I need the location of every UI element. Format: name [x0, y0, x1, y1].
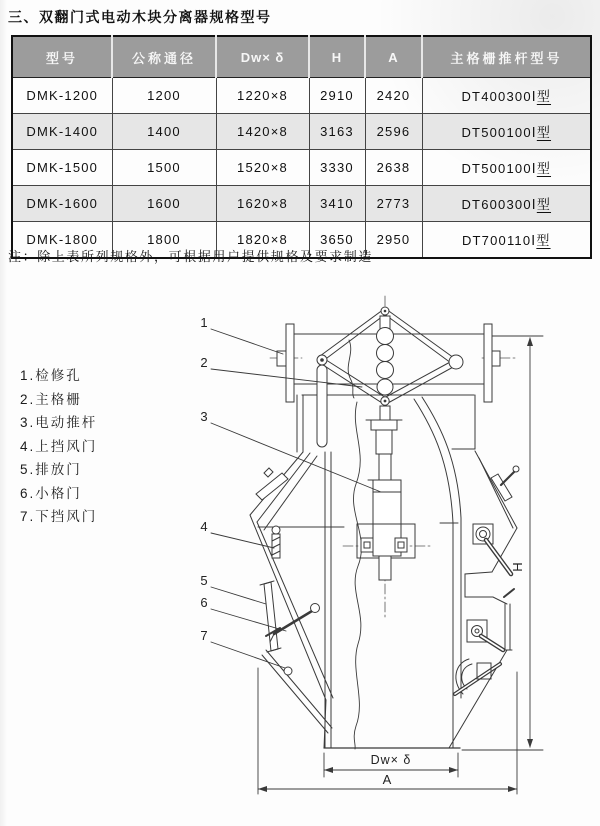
cell-rod: DT400300Ⅰ型 [422, 78, 591, 114]
cell-model: DMK-1200 [12, 78, 112, 114]
page-title: 三、双翻门式电动木块分离器规格型号 [8, 9, 272, 25]
legend-item: 7.下挡风门 [20, 509, 98, 524]
column-header-model: 型号 [12, 36, 112, 78]
column-header-dwd: Dw× δ [216, 36, 309, 78]
legend-item: 5.排放门 [20, 462, 82, 477]
header-row [12, 36, 591, 78]
legend-item: 4.上挡风门 [20, 438, 98, 454]
cell-dwd: 1620×8 [216, 186, 309, 222]
cell-dn: 1200 [112, 78, 216, 114]
right-lower-door-handle [467, 620, 503, 650]
cell-h: 3330 [309, 150, 365, 186]
left-chute [250, 452, 344, 748]
right-upper-hatch [491, 466, 519, 501]
cell-dn: 1500 [112, 150, 216, 186]
cell-dn: 1400 [112, 114, 216, 150]
spec-table [11, 35, 592, 259]
right-body [449, 449, 519, 748]
cell-model: DMK-1500 [12, 150, 112, 186]
manhole-right [492, 351, 500, 366]
callout-5: 5 [200, 573, 208, 588]
cell-a: 2420 [365, 78, 422, 114]
separator-diagram [0, 290, 600, 826]
inner-walls [325, 397, 461, 748]
column-header-dn: 公称通径 [112, 36, 216, 78]
cell-rod: DT700110Ⅰ型 [422, 222, 591, 259]
dim-H-label: H [510, 562, 525, 572]
grille-arm-housing [317, 365, 327, 447]
cell-rod: DT600300Ⅰ型 [422, 186, 591, 222]
legend-item: 3.电动推杆 [20, 415, 98, 430]
table-row [12, 150, 591, 186]
cell-dwd: 1520×8 [216, 150, 309, 186]
callout-6: 6 [200, 595, 208, 610]
upper-damper-grip [272, 526, 280, 558]
cell-h: 3650 [309, 222, 365, 259]
callout-7: 7 [200, 628, 208, 643]
column-header-a: A [365, 36, 422, 78]
callout-2: 2 [200, 355, 208, 370]
cell-dwd: 1820×8 [216, 222, 309, 259]
table-row [12, 186, 591, 222]
cell-h: 2910 [309, 78, 365, 114]
legend-item: 6.小格门 [20, 485, 82, 501]
dim-Dw-label: Dw× δ [370, 753, 412, 767]
footnote: 注：除上表所列规格外，可根据用户提供规格及要求制造 [8, 249, 374, 264]
column-header-h: H [309, 36, 365, 78]
dim-A-label: A [382, 772, 392, 787]
cell-a: 2638 [365, 150, 422, 186]
callout-3: 3 [200, 409, 208, 424]
table-row [12, 78, 591, 114]
cell-model: DMK-1800 [12, 222, 112, 259]
lower-damper-flap [262, 650, 332, 733]
electric-actuator [357, 406, 415, 580]
column-header-rod: 主格栅推杆型号 [422, 36, 591, 78]
cell-model: DMK-1600 [12, 186, 112, 222]
cell-rod: DT500100Ⅰ型 [422, 114, 591, 150]
table-row [12, 114, 591, 150]
cell-dn: 1800 [112, 222, 216, 259]
cell-a: 2950 [365, 222, 422, 259]
cell-rod: DT500100Ⅰ型 [422, 150, 591, 186]
cell-dn: 1600 [112, 186, 216, 222]
legend-item: 1.检修孔 [20, 368, 82, 383]
cell-a: 2596 [365, 114, 422, 150]
callout-leaders [211, 329, 381, 668]
dimension-lines [258, 336, 543, 794]
callout-1: 1 [200, 315, 208, 330]
cell-a: 2773 [365, 186, 422, 222]
cell-model: DMK-1400 [12, 114, 112, 150]
cell-dwd: 1220×8 [216, 78, 309, 114]
grille-shaft [377, 307, 394, 405]
upper-hatch [256, 473, 288, 500]
legend-item: 2.主格栅 [20, 391, 82, 407]
callout-4: 4 [200, 519, 208, 534]
bottom-latch [455, 659, 500, 694]
cell-h: 3163 [309, 114, 365, 150]
cell-h: 3410 [309, 186, 365, 222]
cell-dwd: 1420×8 [216, 114, 309, 150]
break-lines [348, 340, 361, 749]
